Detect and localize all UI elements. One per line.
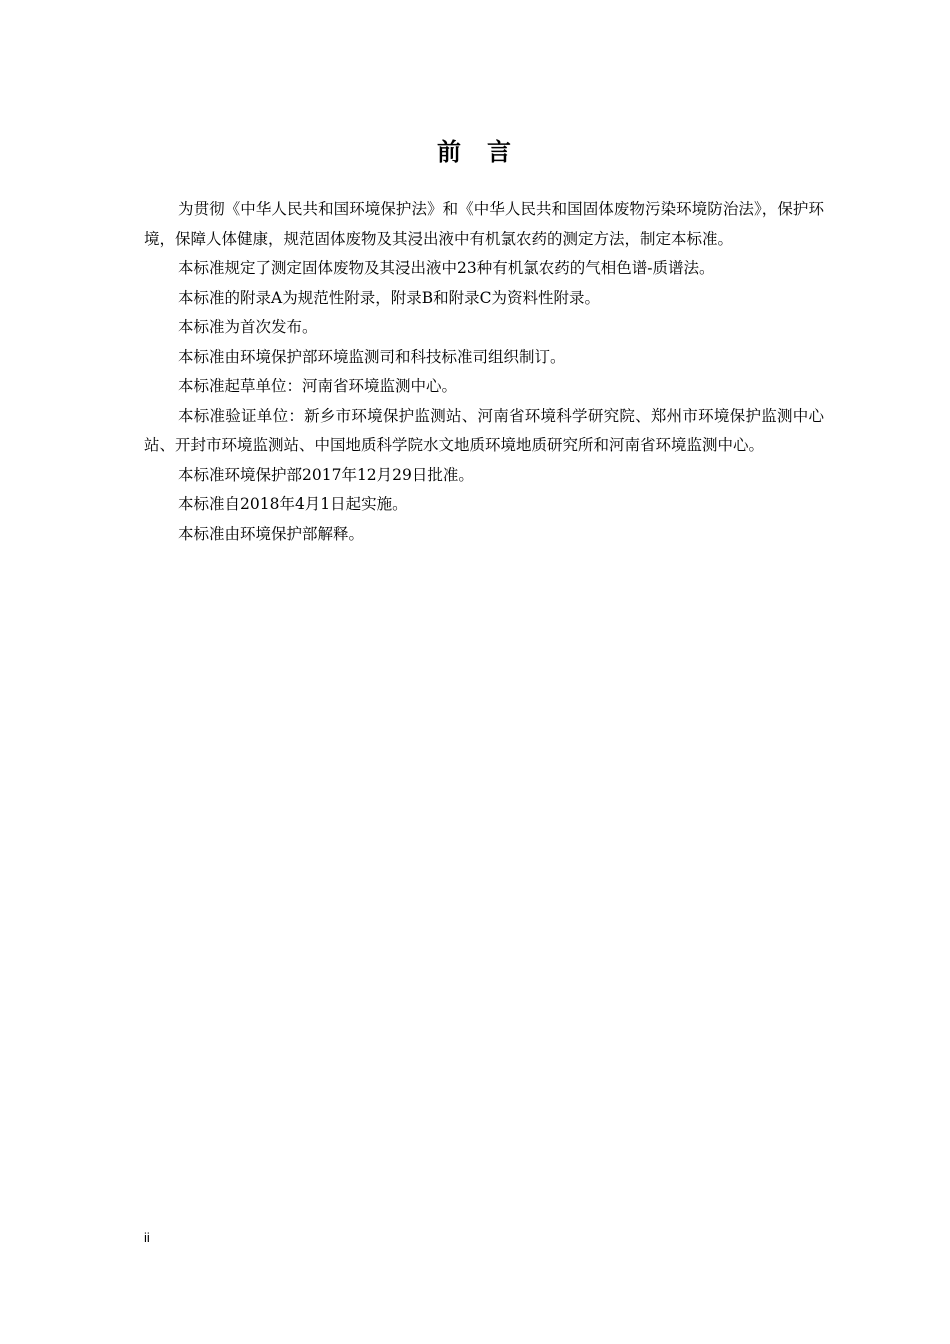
paragraph-implementation-date: 本标准自2018年4月1日起实施。: [178, 495, 408, 513]
paragraph-interpretation: 本标准由环境保护部解释。: [178, 524, 365, 543]
page-title-part-2: 言: [487, 138, 513, 166]
paragraph-drafting-unit: 本标准起草单位：河南省环境监测中心。: [178, 377, 458, 395]
paragraph-approval-date: 本标准环境保护部2017年12月29日批准。: [178, 465, 474, 484]
page-title: [0, 136, 950, 168]
paragraph-purpose: 为贯彻《中华人民共和国环境保护法》和《中华人民共和国固体废物污染环境防治法》，保护环境，保障人体健康，规范固体废物及其浸出液中有机氯农药的测定方法，制定本标准。: [144, 200, 824, 248]
paragraph-organizer: 本标准由环境保护部环境监测司和科技标准司组织制订。: [178, 347, 566, 366]
paragraph-verification-units: 本标准验证单位：新乡市环境保护监测站、河南省环境科学研究院、郑州市环境保护监测中心站、开封市环境监测站、中国地质科学院水文地质环境地质研究所和河南省环境监测中心。: [144, 406, 824, 454]
paragraph-appendices: 本标准的附录A为规范性附录，附录B和附录C为资料性附录。: [178, 288, 600, 307]
page-number: ii: [144, 1230, 150, 1245]
foreword-body: [144, 195, 824, 549]
page-title-part-1: 前: [437, 138, 463, 166]
paragraph-first-release: 本标准为首次发布。: [178, 318, 318, 336]
paragraph-scope: 本标准规定了测定固体废物及其浸出液中23种有机氯农药的气相色谱-质谱法。: [178, 259, 715, 277]
